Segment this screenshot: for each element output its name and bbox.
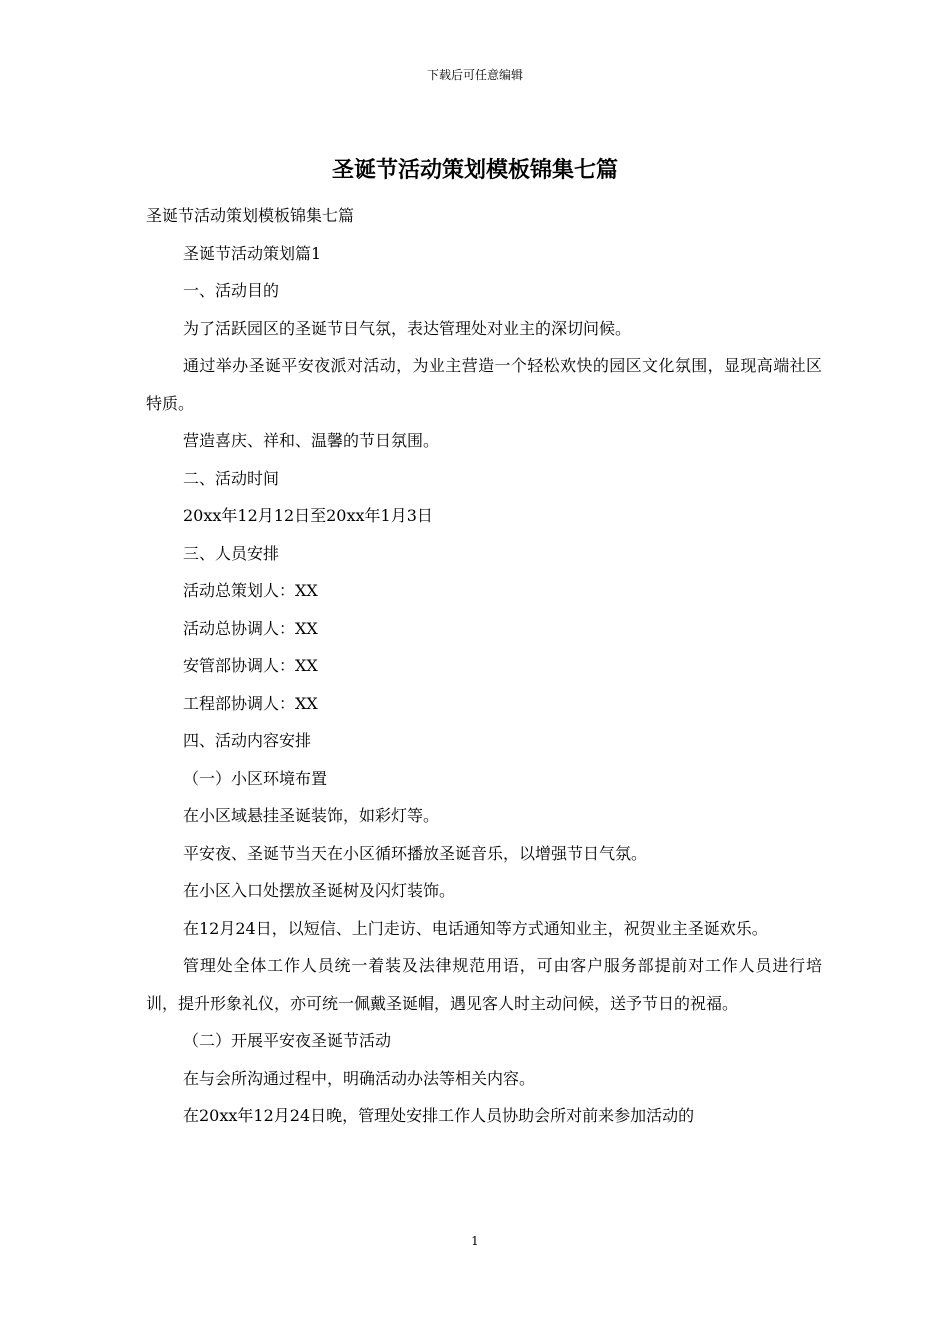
document-body [146,197,822,1135]
paragraph: 活动总协调人：XX [183,618,318,638]
header-note: 下载后可任意编辑 [426,68,523,82]
paragraph: 为了活跃园区的圣诞节日气氛，表达管理处对业主的深切问候。 [183,318,632,338]
paragraph: 在小区入口处摆放圣诞树及闪灯装饰。 [183,881,456,900]
paragraph: 在小区域悬挂圣诞装饰，如彩灯等。 [183,806,440,825]
document-title: 圣诞节活动策划模板锦集七篇 [331,157,618,183]
paragraph: 一、活动目的 [183,281,280,300]
paragraph: 二、活动时间 [183,468,280,488]
paragraph: 圣诞节活动策划模板锦集七篇 [146,206,355,225]
paragraph: 在12月24日，以短信、上门走访、电话通知等方式通知业主，祝贺业主圣诞欢乐。 [183,918,768,938]
paragraph: 三、人员安排 [183,543,280,563]
paragraph: 四、活动内容安排 [183,731,312,750]
paragraph: 工程部协调人：XX [183,693,318,713]
paragraph: 在20xx年12月24日晚，管理处安排工作人员协助会所对前来参加活动的 [183,1106,695,1125]
paragraph: 通过举办圣诞平安夜派对活动，为业主营造一个轻松欢快的园区文化氛围，显现高端社区特质。 [146,356,822,413]
paragraph: 平安夜、圣诞节当天在小区循环播放圣诞音乐，以增强节日气氛。 [183,843,648,863]
paragraph: 20xx年12月12日至20xx年1月3日 [183,506,433,525]
paragraph: 圣诞节活动策划篇1 [183,243,322,263]
paragraph: 在与会所沟通过程中，明确活动办法等相关内容。 [183,1068,536,1088]
paragraph: 营造喜庆、祥和、温馨的节日氛围。 [183,431,440,450]
paragraph: 管理处全体工作人员统一着装及法律规范用语，可由客户服务部提前对工作人员进行培训，提升形象礼仪，亦可统一佩戴圣诞帽，遇见客人时主动问候，送予节日的祝福。 [146,956,822,1013]
paragraph: （二）开展平安夜圣诞节活动 [183,1031,392,1050]
paragraph: 活动总策划人：XX [183,581,318,600]
paragraph: 安管部协调人：XX [183,656,318,675]
page-number: 1 [471,1234,479,1248]
paragraph: （一）小区环境布置 [183,768,328,788]
